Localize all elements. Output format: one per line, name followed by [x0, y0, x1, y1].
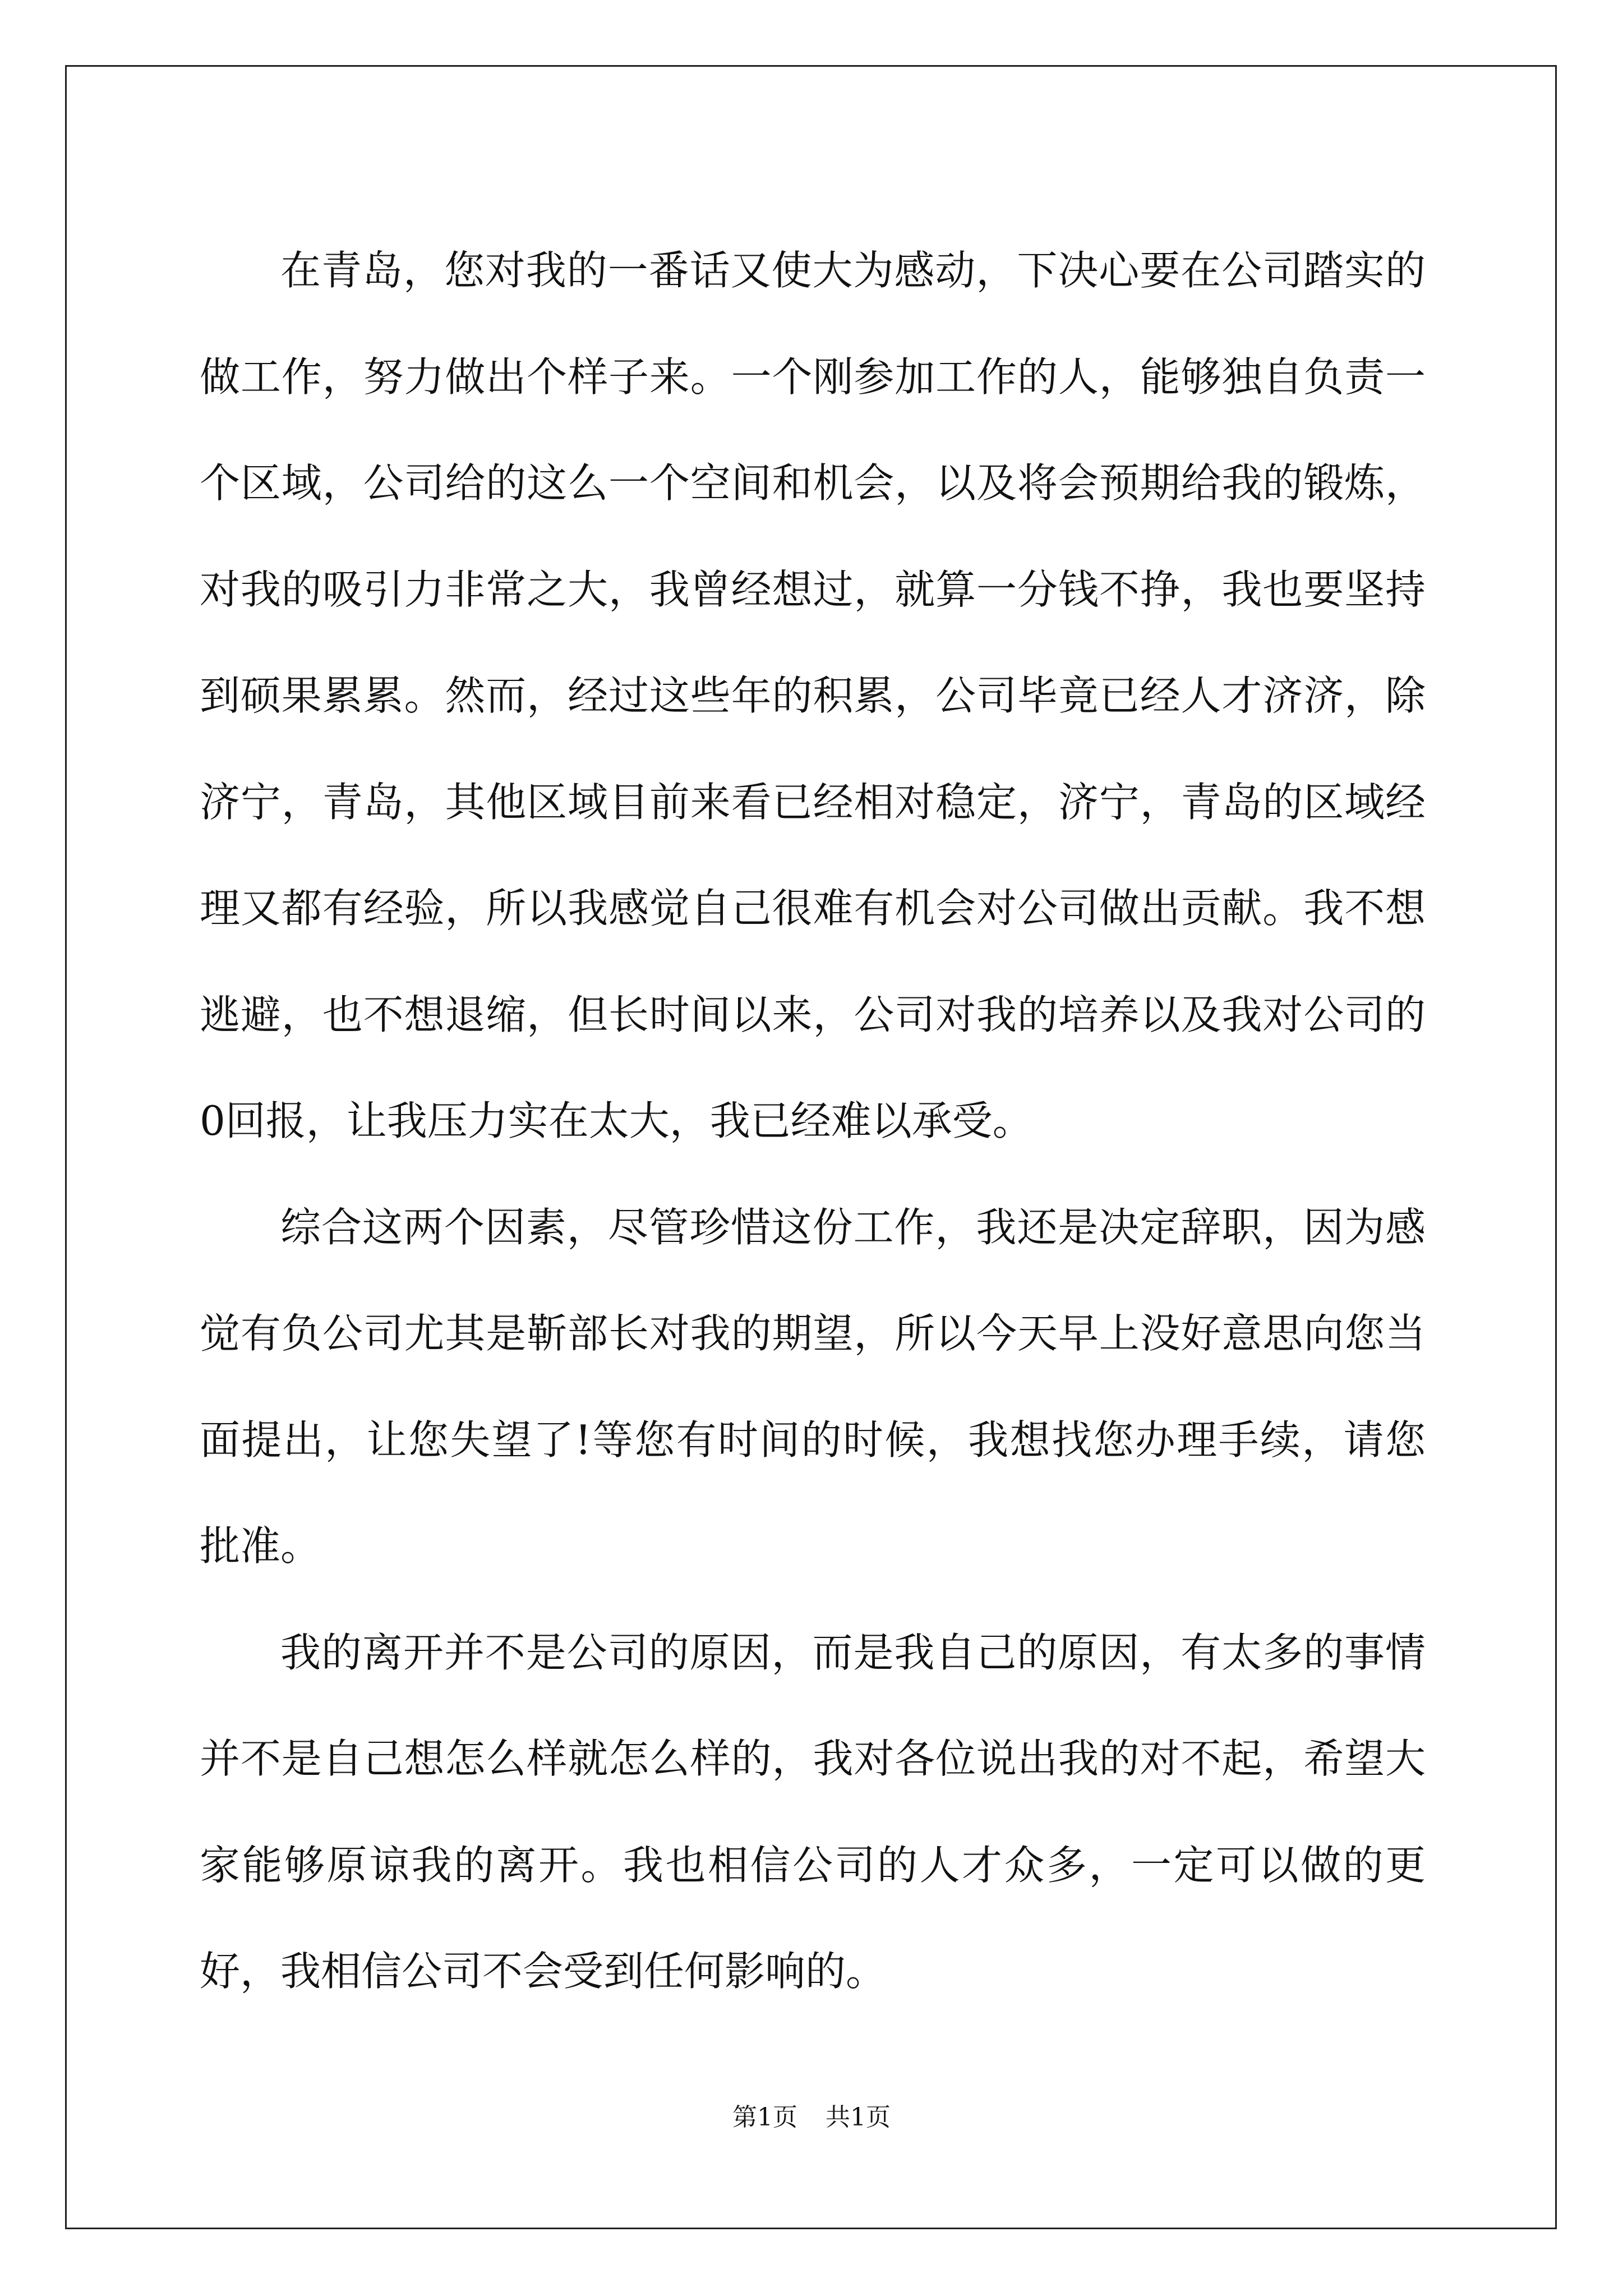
document-body: [200, 218, 1426, 2025]
paragraph-1: 在青岛，您对我的一番话又使大为感动，下决心要在公司踏实的做工作，努力做出个样子来。一个刚参加工作的人，能够独自负责一个区域，公司给的这么一个空间和机会，以及将会预期给我的锻炼，对我的吸引力非常之大，我曾经想过，就算一分钱不挣，我也要坚持到硕果累累。然而，经过这些年的积累，公司毕竟已经人才济济，除济宁，青岛，其他区域目前来看已经相对稳定，济宁，青岛的区域经理又都有经验，所以我感觉自己很难有机会对公司做出贡献。我不想逃避，也不想退缩，但长时间以来，公司对我的培养以及我对公司的0回报，让我压力实在太大，我已经难以承受。: [200, 247, 1426, 1144]
page-footer: [0, 2101, 1623, 2134]
paragraph-2: 综合这两个因素，尽管珍惜这份工作，我还是决定辞职，因为感觉有负公司尤其是靳部长对我的期望，所以今天早上没好意思向您当面提出，让您失望了!等您有时间的时候，我想找您办理手续，请您批准。: [200, 1203, 1426, 1570]
paragraph-3: 我的离开并不是公司的原因，而是我自己的原因，有太多的事情并不是自己想怎么样就怎么样的，我对各位说出我的对不起，希望大家能够原谅我的离开。我也相信公司的人才众多，一定可以做的更好，我相信公司不会受到任何影响的。: [200, 1628, 1426, 1995]
page-number: 第1页: [732, 2103, 797, 2132]
total-pages: 共1页: [826, 2103, 891, 2132]
